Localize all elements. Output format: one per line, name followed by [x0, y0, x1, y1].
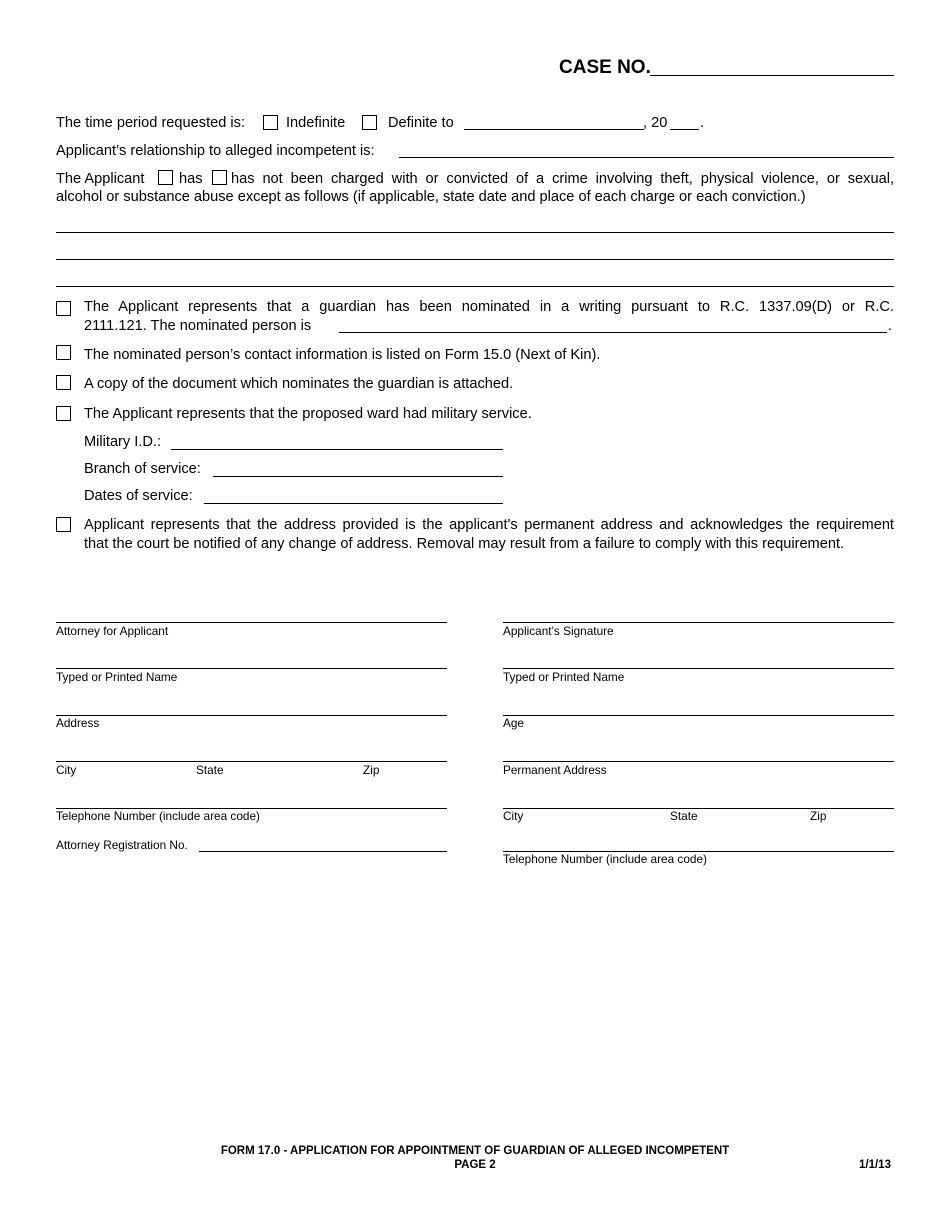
applicant-state-label: State	[670, 809, 698, 823]
nomination-line2: 2111.121. The nominated person is	[84, 318, 312, 334]
military-id-field[interactable]	[171, 449, 503, 450]
charges-answer-line-2[interactable]	[56, 259, 894, 260]
definite-label: Definite to	[388, 115, 454, 131]
has-label: has	[179, 171, 203, 187]
applicant-typed-name-label: Typed or Printed Name	[503, 670, 625, 684]
time-period-label: The time period requested is:	[56, 115, 246, 131]
applicant-signature-line[interactable]	[503, 622, 894, 623]
indefinite-label: Indefinite	[286, 115, 346, 131]
footer-form-title: FORM 17.0 - APPLICATION FOR APPOINTMENT OF GUARDIAN OF ALLEGED INCOMPETENT	[220, 1145, 730, 1157]
charges-line2: alcohol or substance abuse except as follows (if applicable, state date and place of each charge or each conviction.)	[56, 189, 806, 205]
definite-checkbox[interactable]	[362, 115, 377, 130]
dates-field[interactable]	[204, 503, 503, 504]
charges-answer-line-1[interactable]	[56, 232, 894, 233]
year-field[interactable]	[670, 129, 699, 130]
branch-label: Branch of service:	[84, 461, 201, 477]
nomination-line1: The Applicant represents that a guardian has been nominated in a writing pursuant to R.C. 1337.09(D) or R.C.	[84, 299, 894, 315]
applicant-name-line[interactable]	[503, 668, 894, 669]
relationship-field[interactable]	[399, 157, 894, 158]
year-prefix: , 20	[643, 115, 668, 131]
has-not-checkbox[interactable]	[212, 170, 227, 185]
applicant-permanent-address-label: Permanent Address	[503, 763, 607, 777]
applicant-signature-label: Applicant’s Signature	[503, 624, 614, 638]
address-ack-checkbox[interactable]	[56, 517, 71, 532]
attorney-telephone-label: Telephone Number (include area code)	[56, 809, 260, 823]
time-period-end: .	[700, 115, 705, 131]
has-checkbox[interactable]	[158, 170, 173, 185]
dates-label: Dates of service:	[84, 488, 193, 504]
document-copy-text: A copy of the document which nominates the guardian is attached.	[84, 376, 514, 392]
has-not-text: has not been charged with or convicted of a crime involving theft, physical violence, or sexual,	[231, 171, 894, 187]
nomination-checkbox[interactable]	[56, 301, 71, 316]
applicant-telephone-label: Telephone Number (include area code)	[503, 852, 707, 866]
attorney-typed-name-label: Typed or Printed Name	[56, 670, 178, 684]
case-number-label: CASE NO.	[559, 57, 651, 78]
indefinite-checkbox[interactable]	[263, 115, 278, 130]
attorney-label: Attorney for Applicant	[56, 624, 169, 638]
attorney-registration-label: Attorney Registration No.	[56, 838, 188, 852]
military-service-checkbox[interactable]	[56, 406, 71, 421]
branch-field[interactable]	[213, 476, 503, 477]
applicant-age-line[interactable]	[503, 715, 894, 716]
attorney-address-line[interactable]	[56, 715, 447, 716]
attorney-registration-field[interactable]	[199, 851, 447, 852]
attorney-city-line[interactable]	[56, 761, 447, 762]
applicant-zip-label: Zip	[810, 809, 827, 823]
applicant-age-label: Age	[503, 716, 524, 730]
contact-info-checkbox[interactable]	[56, 345, 71, 360]
address-ack-line1: Applicant represents that the address provided is the applicant's permanent address and acknowledges the requirement	[84, 517, 894, 533]
nominated-person-field[interactable]	[339, 332, 887, 333]
definite-date-field[interactable]	[464, 129, 644, 130]
charges-answer-line-3[interactable]	[56, 286, 894, 287]
applicant-city-label: City	[503, 809, 524, 823]
attorney-name-line[interactable]	[56, 668, 447, 669]
nomination-end: .	[888, 318, 893, 334]
attorney-address-label: Address	[56, 716, 100, 730]
attorney-zip-label: Zip	[363, 763, 380, 777]
case-number-field[interactable]	[650, 75, 894, 76]
document-copy-checkbox[interactable]	[56, 375, 71, 390]
address-ack-line2: that the court be notified of any change of address. Removal may result from a failure to comply with this requirement.	[84, 536, 845, 552]
relationship-label: Applicant’s relationship to alleged incompetent is:	[56, 143, 375, 159]
attorney-signature-line[interactable]	[56, 622, 447, 623]
military-service-text: The Applicant represents that the proposed ward had military service.	[84, 406, 532, 422]
footer-page-number: PAGE 2	[454, 1159, 496, 1171]
applicant-city-line[interactable]	[503, 808, 894, 809]
applicant-address-line[interactable]	[503, 761, 894, 762]
contact-info-text: The nominated person’s contact information is listed on Form 15.0 (Next of Kin).	[84, 347, 601, 363]
military-id-label: Military I.D.:	[84, 434, 162, 450]
attorney-city-label: City	[56, 763, 77, 777]
footer-date: 1/1/13	[859, 1159, 891, 1171]
attorney-state-label: State	[196, 763, 224, 777]
charges-prefix: The Applicant	[56, 171, 145, 187]
